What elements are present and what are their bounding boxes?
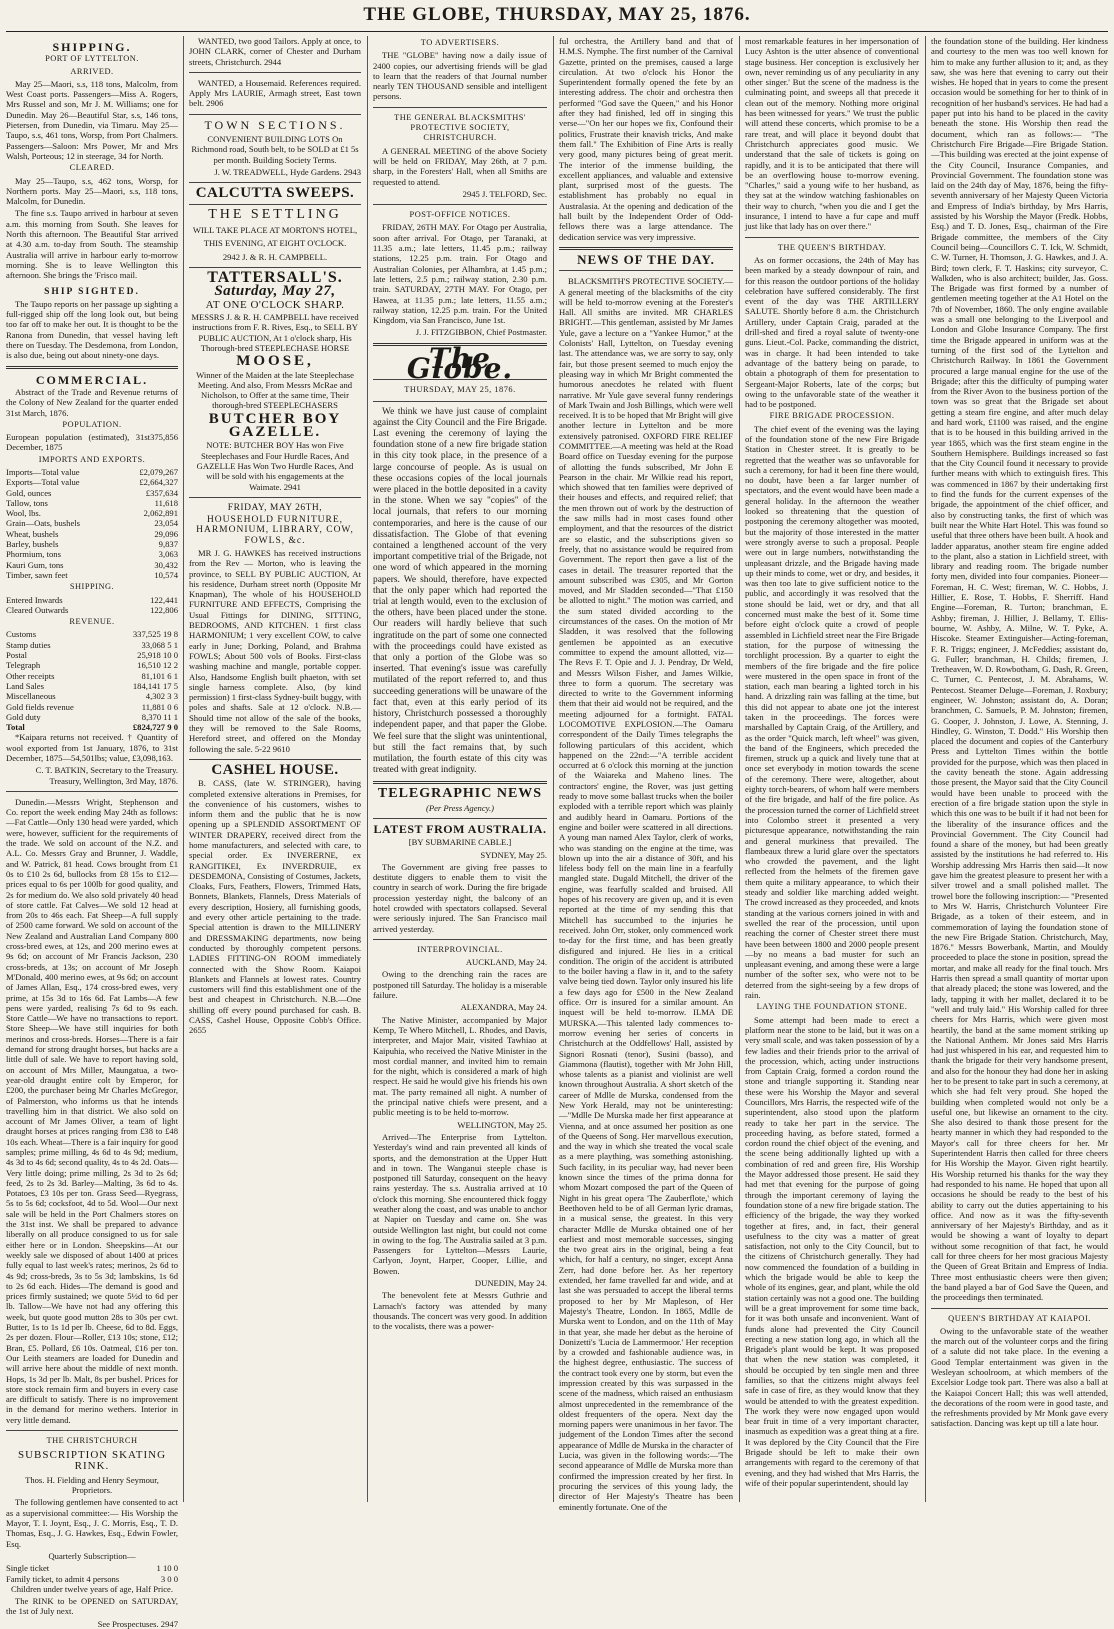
- row-label: Entered Inwards: [6, 594, 63, 605]
- trade-row: [6, 529, 178, 539]
- settling-text: WILL TAKE PLACE AT MORTON'S HOTEL, THIS EVENING, AT EIGHT O'CLOCK.: [192, 224, 358, 248]
- row-value: 9,837: [158, 539, 178, 550]
- subscription-row: [6, 1563, 178, 1573]
- row-value: 10,574: [154, 569, 178, 580]
- column-rule: [739, 36, 740, 1502]
- wanted-housemaid-ad: WANTED, a Housemaid. References required. Apply Mrs LAURIE, Armagh street, East town belt. 2906: [189, 77, 361, 109]
- divider: [373, 939, 547, 940]
- queens-birthday-heading: THE QUEEN'S BIRTHDAY.: [777, 242, 887, 252]
- sydney-dateline: SYDNEY, May 25.: [480, 849, 547, 860]
- town-sections-heading: TOWN SECTIONS.: [204, 117, 346, 132]
- row-label: Kauri Gum, tons: [6, 559, 64, 570]
- interprovincial-heading: INTERPROVINCIAL.: [417, 944, 503, 954]
- skating-subscription: Quarterly Subscription—: [48, 1550, 136, 1561]
- column-1: [6, 36, 178, 1629]
- town-sections-signature: J. W. TREADWELL, Hyde Gardens. 2943: [214, 166, 361, 177]
- household-heading: HOUSEHOLD FURNITURE, HARMONIUM, LIBRARY, COW, FOWLS, &c.: [196, 515, 354, 546]
- row-value: £357,634: [145, 487, 178, 498]
- wellington-text: Arrived—The Enterprise from Lyttelton. Yesterday's wind and rain prevented all kinds of sports, and the demonstration at the Upper Hutt and in town. The Wanganui steeple chase is postponed till Saturday, consequent on the heavy rains yesterday. The s.s. Australia arrived at 10 o'clock this morning. She encountered thick foggy weather along the coast, and was unable to anchor at Napier on Tuesday and came on. She was outside Wellington last night, but could not come in owing to the fog. The Australia sailed at 3 p.m. Passengers for Lyttelton—Messrs Laurie, Carlyon, Joynt, Harper, Cooper, Lillie, and Bowen.: [373, 1131, 547, 1276]
- campbell-auction-text: MESSRS J. & R. H. CAMPBELL have received instructions from F. R. Rives, Esq., to SELL BY PUBLIC AUCTION, At 1 o'clock sharp, His Thorough-bred STEEPLECHASE HORSE: [191, 312, 359, 353]
- dunedin-dateline: DUNEDIN, May 24.: [474, 1278, 547, 1289]
- trade-row: [6, 467, 178, 477]
- procession-heading: FIRE BRIGADE PROCESSION.: [769, 411, 895, 421]
- row-label: Gold, ounces: [6, 487, 52, 498]
- revenue-row: [6, 629, 178, 639]
- row-value: 16,510 12 2: [137, 660, 178, 671]
- divider: [559, 270, 733, 271]
- murska-continuation: most remarkable features in her impersonation of Lucy Ashton is the utter absence of conventional stage business. Her conception is exclusively her own, never reminding us of any peculiarity in any other singer.' But the scene of the madness is the culminating point, and sweeps all that precede it clean out of the memory. Nothing more original has been witnessed for years." We trust the public will attend these concerts, which promise to be a rare treat, and will place it beyond doubt that Christchurch appreciates good music. We understand that the sale of tickets is going on rapidly, and it is to be anticipated that there will be an overflowing house to-morrow evening. "Charles," said a young wife to her husband, as they sat at the window watching fashionables on their way to church, "when you die and I get the insurance, I intend to have a fur cape and muff just like that lady has on over there.": [745, 36, 919, 232]
- trade-row: [6, 570, 178, 580]
- dateline: THURSDAY, MAY 25, 1876.: [404, 385, 516, 395]
- divider: [745, 237, 919, 238]
- revenue-row: [6, 650, 178, 660]
- trade-row: [6, 488, 178, 498]
- divider: [189, 759, 361, 760]
- revenue-row: [6, 640, 178, 650]
- wellington-dateline: WELLINGTON, May 25.: [457, 1119, 547, 1130]
- tattersalls-heading: TATTERSALL'S.: [207, 269, 343, 287]
- divider: [6, 366, 178, 369]
- trade-row: [6, 508, 178, 518]
- queens-birthday-text: As on former occasions, the 24th of May has been marked by a steady downpour of rain, and for this reason the outdoor portions of the holiday celebration have suffered considerably. The first event of the day was THE ARTILLERY SALUTE. Shortly before 8 a.m. the Christchurch Artillery, under Captain Craig, paraded at the drill-shed and fired a royal salute of twenty-one guns. Lieut.-Col. Packe, commanding the district, was in charge. It had been intended to take advantage of the battery being on parade, to obtain a photograph of them for presentation to Sergeant-Major Roberts, late of the corps; but owing to the unfavorable state of the weather it had to be postponed.: [745, 254, 919, 410]
- news-of-the-day-text: BLACKSMITH'S PROTECTIVE SOCIETY.—A general meeting of the blacksmiths of the city will be held to-morrow evening at the Forester's Hall. All smiths are invited. MR CHARLES BRIGHT.—This gentleman, assisted by Mr James Yule, gave a lecture on a "Yankee Humor," at the Colonists' Hall, Lyttelton, on Tuesday evening last. The attendance was, we are sorry to say, only fair, but those present seemed to much enjoy the pleasing way in which Mr Bright commented the humorous anecdotes he related with fluent narrative. Mr Yule gave several funny renderings of Mark Twain and Josh Billings, which were well received. It is to be hoped that Mr Bright will give another lecture in Lyttelton and be more extensively patronised. OXFORD FIRE RELIEF COMMITTEE.—A meeting was held at the Road Board office on Tuesday evening for the purpose of allotting the funds subscribed, Mr John E Pearson in the chair. Mr Wilkie read his report, which showed that ten families were deprived of their houses and effects, and required relief; that the men thrown out of work by the destruction of the saw mills had in most cases found other employment, and that the resources of the district are so elastic, and the subscriptions given so freely, that no assistance would be required from Government. The report then gave a list of the cases in detail. The treasurer reported that the amount subscribed was £305, and Mr Gorton moved, and Mr Sladden seconded—"That £150 be allotted to night." The motion was carried, and the sum stated divided according to the circumstances of the cases. On the motion of Mr Sladden, it was resolved that the following gentlemen be appointed as an executive committee to expend the amount allotted, viz—The Revs F. T. Opie and J. J. Pendray, Dr Weld, and Messrs Wilson Fisher, and James Wilkie, three to form a quorum. The secretary was directed to write to the Government informing them that their aid would not be required, and the meeting adjourned for a fortnight. FATAL LOCOMOTIVE EXPLOSION.—The Oamaru correspondent of the Daily Times telegraphs the following particulars of this accident, which happened on the 22nd:—"A terrible accident occurred at 6 o'clock this morning at the junction of the Waiareka and Maheno lines. The contractors' engine, the Rover, was just getting ready to move some ballast trucks when the boiler exploded with a terrible report which was plainly and audibly heard in Oamaru. Portions of the engine and boiler were scattered in all directions. A young man named Alex Taylor, clerk of works, who was standing on the engine at the time, was blown up into the air a distance of 30ft, and his lifeless body fell on the main line in a fearfully mangled state. Dugald Mitchell, the driver of the engine, was fearfully scalded and bruised. All hopes of his recovery are given up, and it is even reported at the time of my sending this that Mitchell has succumbed to the injuries he received. John Orr, stoker, only commenced work to-day for the first time, and has been greatly disfigured and injured. He lies in a critical condition. The origin of the accident is attributed to the boiler having a flaw in it, and to the safety valve being tied down. Taylor only insured his life a few days ago for £500 in the New Zealand office. Orr is insured for a similar amount. An inquest will be held to-morrow. ILMA DE MURSKA.—This talented lady commences to-morrow evening her series of concerts in Christchurch at the Oddfellows' Hall, assisted by Signori Rosnati (tenor), Susini (basso), and Giammona (flautist), together with Mr John Hill, whose talents as a pianist and violinist are well known throughout Australia. A short sketch of the career of Mdlle de Murska, condensed from the New York Herald, may not be uninteresting:—"Mdlle De Murska made her first appearance at Vienna, and at once assumed her position as one of the Queens of Song. Her marvellous execution, and the way in which she treated the vocal scale as a mere plaything, was something astonishing. Such facility, in its peculiar way, had never been known since the times of the prima donna for whom Mozart composed the part of the Queen of Night in his great opera 'The Zauberflote,' which Beethoven held to be of all German lyric dramas, in a musical sense, the greatest. In this very character Mdlle de Murska obtained one of her earliest and most memorable successes, singing the two great airs in the original, being a feat which, for half a century, no singer, except Anna Zerr, had done before her. As her repertory extended, her fame travelled far and wide, and at last she was persuaded to accept the liberal terms proposed to her by Mr Mapleson, of Her Majesty's Theatre, London. In 1865, Mdlle de Murska went to London, and on the 11th of May in that year, she made her debut as the heroine of Donizetti's 'Lucia de Lammermoor.' Her reception by a crowded and fashionable audience was, in the highest degree, enthusiastic. The success of the contract took every one by storm, but even the impression created by this was surpassed in the scene of the madness, which raised an enthusiasm almost unprecedented in the remembrance of the oldest frequenters of the opera. Next day the morning papers were unanimous in her favor. The judgement of the London Times after the second appearance of Mdlle de Murska in the character of Lucia, was given in the following words:—'The second appearance of Mdlle de Murska more than confirmed the impression created by her first. In procuring the services of this young lady, the director of Her Majesty's Theatre has been eminently fortunate. One of the: [559, 276, 733, 1512]
- dunedin-text: The benevolent fete at Messrs Guthrie and Larnach's factory was attended by many thousands. The concert was very good. In addition to the vocalists, there was a power-: [373, 1290, 547, 1332]
- trade-row: [6, 477, 178, 487]
- auckland-text: Owing to the drenching rain the races are postponed till Saturday. The holiday is a miserable failure.: [373, 969, 547, 1001]
- globe-nameplate: The Globe.: [406, 341, 514, 386]
- row-label: Grain—Oats, bushels: [6, 518, 80, 529]
- row-value: 4,302 3 3: [145, 691, 178, 702]
- skating-text: The following gentlemen have consented to act as a supervisional committee:— His Worship the Mayor, T. I. Joynt, Esq., J. C. Morris, Esq., T. D. Thomas, Esq., J. G. Hawkes, Esq., Edwin Fowler, Esq.: [6, 1497, 178, 1549]
- trade-table: [6, 467, 178, 580]
- shipping-row: [6, 595, 178, 605]
- column-6: [931, 36, 1108, 1504]
- row-value: 11,881 0 6: [141, 701, 178, 712]
- divider: [6, 791, 178, 792]
- treasury-signature: C. T. BATKIN, Secretary to the Treasury. Treasury, Wellington, 3rd May, 1876.: [35, 765, 178, 786]
- procession-text: The chief event of the evening was the laying of the foundation stone of the new Fire Brigade Station in Chester street. It is greatly to be regretted that the weather was so unfavorable for such a ceremony, for had it been fine there would, no doubt, have been a far larger number of spectators, and the event would have been made a general holiday. In the afternoon the weather looked so threatening that the question of postponing the ceremony altogether was mooted, but the majority of those interested in the matter were strongly averse to such a proposal. People were out in large numbers, notwithstanding the unpleasant drizzle, and the Brigade having made up their minds to come, wet or dry, and besides, it was then too late to give sufficient notice to the public, and accordingly it was resolved that the stone should be laid, wet or dry, and that all concerned must make the best of it. Some time before eight o'clock quite a crowd of people assembled in Lichfield street near the Fire Brigade station, for the purpose of witnessing the torchlight procession. By a quarter to eight the members of the fire brigade and the fire police were mustered in the open space in front of the station, each man bearing a lighted torch in his hand. A drizzling rain was falling at the time, but this did not appear to abate one jot the interest taken in the proceedings. The forces were marshalled by Captain Craig, of the Artillery, and as the order "Quick march, left wheel" was given, the band of the Engineers, which preceded the firemen, struck up a quick and lively tune that at once set everybody in motion towards the scene of the ceremony. There were, altogether, about eighty torch-bearers, of whom half were members of the fire brigade, and half of the fire police. As the procession turned the corner of Lichfield street into Colombo street it presented a very picturesque appearance, notwithstanding the rain and general murkiness that prevailed. The flambeaux threw a lurid glare over the spectators who crowded the pavement, and the light reflected from the helmets of the firemen gave them quite a military appearance, to which their steady and soldier like marching added weight. The crowd increased as they proceeded, and knots standing at the various corners joined in with and swelled the rear of the procession, until upon reaching the corner of Chester street there must have been between 1800 and 2000 people present—by no means a bad muster for such an unpleasant evening, and among these were a large number of the softer sex, who were not to be deterred from the sight-seeing by a few drops of rain.: [745, 423, 919, 1001]
- row-label: Wheat, bushels: [6, 528, 59, 539]
- column-3: [373, 36, 547, 1504]
- skating-children: Children under twelve years of age, Half Price.: [10, 1583, 174, 1594]
- trade-row: [6, 498, 178, 508]
- row-label: Cleared Outwards: [6, 604, 69, 615]
- row-label: Phormium, tons: [6, 549, 61, 560]
- row-value: 11,618: [154, 497, 178, 508]
- row-label: Imports—Total value: [6, 466, 80, 477]
- note-text: NOTE: BUTCHER BOY Has won Five Steeplechases and Four Hurdle Races, And GAZELLE Has Won Two Hurdle Races, And will be sold with his engagements at the Waimate. 2941: [196, 440, 354, 492]
- row-value: 1 10 0: [156, 1563, 178, 1574]
- friday-heading: FRIDAY, MAY 26TH,: [227, 502, 323, 513]
- divider: [189, 267, 361, 268]
- divider: [189, 497, 361, 498]
- cashel-house-heading: CASHEL HOUSE.: [211, 761, 339, 778]
- shipping-label: SHIPPING.: [69, 582, 115, 592]
- wanted-tailors-ad: WANTED, two good Tailors. Apply at once, to JOHN CLARK, corner of Chester and Durham streets, Christchurch. 2944: [189, 36, 361, 67]
- row-label: Family ticket, to admit 4 persons: [6, 1573, 120, 1584]
- row-value: £2,664,327: [139, 477, 178, 488]
- row-value: 81,101 6 1: [141, 670, 178, 681]
- divider: [373, 781, 547, 784]
- ship-sighted-heading: SHIP SIGHTED.: [44, 286, 140, 297]
- laying-stone-heading: LAYING THE FOUNDATION STONE.: [756, 1002, 908, 1012]
- row-label: Miscellaneous: [6, 691, 56, 702]
- hawkes-auction-text: MR J. G. HAWKES has received instructions from the Rev — Morton, who is leaving the province, to SELL BY PUBLIC AUCTION, At his residence, Durham street north (Opposite Mr Knapman), The whole of his HOUSEHOLD FURNITURE AND EFFECTS, Comprising the Usual Fittings for DINING, SITTING, BEDROOMS, AND KITCHEN. 1 first class HARMONIUM; 1 very excellent COW, to calve early in June; Dorking, Poland, and Brahma FOWLS; About 500 vols of Books. First-class washing machine and mangle, portable copper. Also, Handsome English built phaeton, with set single harness complete. Also, (by kind permission) 1 first-class Sydney-built buggy, with poles and shafts. Sale at 12 o'clock. N.B.—Should time not allow of the sale of the books, they will be removed to the Sale Rooms, Hereford street, and offered on the Monday following the sale. 5-22 9610: [189, 547, 361, 754]
- row-value: 23,054: [154, 518, 178, 529]
- blacksmiths-signature: 2945 J. TELFORD, Sec.: [462, 188, 547, 199]
- trade-row: [6, 560, 178, 570]
- post-office-signature: J. J. FITZGIBBON, Chief Postmaster.: [415, 327, 547, 338]
- row-label: Wool, lbs.: [6, 508, 41, 519]
- arrived-text: May 25—Maori, s.s, 118 tons, Malcolm, from West Coast ports. Passengers—Miss A. Rogers, Mrs Russel and son, Mr J. M. Williams; one for Dunedin. May 26—Beautiful Star, s.s, 146 tons, Pietersen, from Dunedin, via Timaru. May 25—Taupo, s.s, 461 tons, Worsp, from Port Chalmers. Passengers—Saloon: Mrs Power, Mr and Mrs Walsh, Porteous; 12 in steerage, 34 for North.: [6, 78, 178, 161]
- skating-footer: See Prospectuses. 2947: [97, 1618, 178, 1629]
- row-label: Tallow, tons: [6, 497, 48, 508]
- ship-sighted-text: The Taupo reports on her passage up sighting a full-rigged ship off the long look out, but being too far off to make her out. It is thought to be the Ranona from Dunedin, that vessel having left there on Tuesday. The Desdemona, from London, is also due, being out about ninety-one days.: [6, 298, 178, 361]
- column-rule: [553, 36, 554, 1502]
- saturday-heading: Saturday, May 27,: [214, 283, 336, 300]
- revenue-row: [6, 702, 178, 712]
- calcutta-heading: CALCUTTA SWEEPS.: [195, 185, 355, 202]
- cleared-text: May 25—Taupo, s.s, 462 tons, Worsp, for Northern ports. May 25—Maori, s.s, 118 tons, Malcolm, for Dunedin.: [6, 175, 178, 207]
- row-value: 3,063: [158, 549, 178, 560]
- row-value: 122,806: [150, 604, 178, 615]
- divider: [189, 204, 361, 205]
- kaiapoi-text: Owing to the unfavorable state of the weather the march out of the volunteer corps and the firing of a salute did not take place. In the evening a Good Templar entertainment was given in the Wesleyan schoolroom, at which members of the Excelsior Lodge took part. There was also a ball at the Kaiapoi Concert Hall; this was well attended, the decorations of the room were in good taste, and the refreshments provided by Mr Monk gave every satisfaction. Dancing was kept up till a late hour.: [931, 1325, 1108, 1429]
- column-rule: [367, 36, 368, 1502]
- sydney-text: The Government are giving free passes to destitute diggers to enable them to visit the country in search of work. During the fire brigade procession yesterday night, the balcony of an hotel crowded with spectators collapsed. Several were seriously injured. The San Francisco mail arrived yesterday.: [373, 861, 547, 934]
- post-office-heading: POST-OFFICE NOTICES.: [409, 210, 511, 220]
- row-label: Timber, sawn feet: [6, 569, 68, 580]
- row-value: 337,525 19 8: [132, 629, 178, 640]
- row-label: Stamp duties: [6, 639, 51, 650]
- row-label: Gold fields revenue: [6, 701, 74, 712]
- shipping-table: [6, 595, 178, 616]
- row-value: 30,432: [154, 559, 178, 570]
- oclock-heading: AT ONE O'CLOCK SHARP.: [205, 298, 345, 311]
- trade-row: [6, 539, 178, 549]
- imports-label: IMPORTS AND EXPORTS.: [38, 454, 146, 464]
- skating-open: The RINK to be OPENED on SATURDAY, the 1st of July next.: [6, 1596, 178, 1617]
- fete-continuation: ful orchestra, the Artillery band and that of H.M.S. Nymphe. The first number of the Carnival Gazette, printed on the premises, caused a large circulation. At two o'clock his Honor the Superintendent formally opened the fete by an interesting address. The choir and orchestra then performed "God save the Queen," and his Honor after they had finished, led off in singing this verse—"On her our hopes we fix, Confound their politics, Frustrate their knavish tricks, And make them fall." The Exhibition of Fine Arts is really very good, many pictures being of great merit. The interior of the immense building, the excellent appliances, and valuable and extensive plant, surprised most of the guests. The establishment has probably no equal in Australasia. At the opening and dedication of the hall built by the Independent Order of Odd-fellows there was a large attendance. The dedication service was very impressive.: [559, 36, 733, 242]
- dunedin-market-report: Dunedin.—Messrs Wright, Stephenson and Co. report the week ending May 24th as follows:—Fat Cattle—Only 130 head were yarded, which were, however, sufficient for the requirements of the trade. We sold on account of the N.Z. and A.L. Co. Messrs Gray and Brunner, J. Waddle, and W. Patrick, 81 head. Cows brought from £1 0s to £10 2s 6d, bullocks from £8 15s to £12—prices equal to 6s per 100lb for good quality, and 2s for medium do. We also sold privately 40 head of store cattle. Fat Calves—We sold 12 head at from 20s to 46s each. Fat Sheep—A full supply of 2500 came forward. We sold on account of the New Zealand and Australian Land Company 800 cross-bred ewes, at 12s, and 200 merino ewes at 9s 6d; on account of Mr Francis Jackson, 230 cross-breds, at 13s; on account of Mr Joseph M'Donald, 400 merino ewes, at 9s 6d; on account of James Allan, Esq., 174 cross-bred ewes, very prime, at 15s 3d to 16s 6d. Fat Lambs—A few pens were yarded, realising 7s 6d to 9s each. Store Cattle—We have no transactions to report. Store Sheep—We have still inquiries for both merinos and cross-breds. Horses—There is a fair demand for strong draught horses, but hacks are a little dull of sale. We have to report having sold, on account of Mrs Miller, Maungatua, a two-year-old draught entire colt by Emperor, for £200, the purchaser being Mr Charles McGregor, of Palmerston, who informs us that he intends travelling him in that district. We also sold on account of Mr James Oliver, a team of light draught horses at prices ranging from £38 to £48 10s each. Wheat—There is a fair inquiry for good samples; prime milling, 4s 6d to 4s 9d; medium, 4s 3d to 4s 6d; second quality, 4s to 4s 2d. Oats—Very little doing; prime milling, 2s 3d to 2s 6d; feed, 2s to 2s 3d. Barley—Malting, 3s 6d to 4s. Potatoes, £3 10s per ton. Grass Seed—Ryegrass, 5s to 5s 6d; cocksfoot, 4d to 5d. Wool—Our next sale will be held in the Port Chalmers stores on the 31st inst. We shall be prepared to advance liberally on all produce consigned to us for sale either here or in London. Sheepskins—At our weekly sale we disposed of about 1400 at prices fully equal to last week's rates; merinos, 2s 6d to 4s 9d; cross-breds, 3s to 5s 3d; lambskins, 1s 6d to 2s 6d each. Hides—The demand is good and prices firmly sustained; we quote 5½d to 6d per lb. Tallow—We have not had any offering this week, but quote good mutton 28s to 30s per cwt. Butter, 1s to 1s 1d per lb. Cheese, 6d to 8d. Eggs, 2s per dozen. Flour—Roller, £13 10s; stone, £12; Bran, £5. Pollard, £6 10s. Oatmeal, £16 per ton. Our Leith steamers are loaded for Dunedin and will arrive here about the middle of next month. Hops, 1s 3d per lb. Malt, 8s per bushel. Prices for store stock remain firm and buyers in every case are difficult to satisfy. There is no improvement in the demand for merino wethers. Interior in very little demand.: [6, 796, 178, 1425]
- alexandra-text: The Native Minister, accompanied by Major Kemp, Te Whero Mitchell, L. Rhodes, and Davis, interpreter, and Major Mair, visited Tawhiao at Kaipuhia, who received the Native Minister in the most cordial manner, and invited him to remain for the night, which is considered a mark of high respect. He said he would give his friends his own mat. The party remained all night. A number of the principal native chiefs were present, and a public meeting is to be held to-morrow.: [373, 1014, 547, 1118]
- revenue-note: *Kaipara returns not received. † Quantity of wool exported from 1st January, 1876, to 31st December, 1875—54,501lbs; value, £3,098,163.: [6, 732, 178, 763]
- post-office-text: FRIDAY, 26TH MAY. For Otago per Australia, soon after arrival. For Otago, per Taranaki, at 11.35 a.m.; late letters, 11.45 p.m.; railway stations, 12.25 p.m. train. For Otago and Australian Colonies, per Alhambra, at 1.45 p.m.; late letters, 2.5 p.m.; railway station, 2.30 p.m. train. SATURDAY, 27TH MAY. For Otago, per Hawea, at 11.35 p.m.; late letters, 11.55 a.m.; railway station, 12.25 p.m. train. For the United Kingdom, via San Francisco, June 1st.: [373, 222, 547, 326]
- masthead-rule: [6, 31, 1108, 32]
- population-label: POPULATION.: [62, 419, 122, 429]
- row-label: Exports—Total value: [6, 477, 80, 488]
- skating-title: SUBSCRIPTION SKATING RINK.: [17, 1449, 167, 1472]
- trade-row: [6, 518, 178, 528]
- butcher-boy-heading: BUTCHER BOY: [208, 410, 342, 427]
- row-label: Barley, bushels: [6, 539, 59, 550]
- column-rule: [925, 36, 926, 1502]
- subscription-row: [6, 1574, 178, 1584]
- divider: [189, 182, 361, 183]
- column-2: [189, 36, 361, 1504]
- revenue-row: [6, 712, 178, 722]
- row-label: Postal: [6, 650, 28, 661]
- commercial-heading: COMMERCIAL.: [35, 372, 149, 387]
- row-value: 25,918 10 0: [137, 650, 178, 661]
- auckland-dateline: AUCKLAND, May 24.: [465, 957, 547, 968]
- divider: [6, 1430, 178, 1431]
- abstract-text: Abstract of the Trade and Revenue returns of the Colony of New Zealand for the quarter ended 31st March, 1876.: [6, 386, 178, 418]
- advertisers-heading: TO ADVERTISERS.: [420, 38, 500, 47]
- revenue-total-row: Total £824,727 9 0: [6, 722, 178, 733]
- revenue-table: [6, 629, 178, 722]
- ceremony-continuation: the foundation stone of the building. Her kindness and courtesy to the men was too well known for him to make any further allusion to it; and, as they saw, she was here that evening to carry out their wishes. He hoped that in years to come the present occasion would be something for her to think of in recognition of her husband's services. He had had a paper put into his hand to be placed in the cavity beneath the stone. His Worship then read the document, which ran as follows:— "The Christchurch Fire Brigade—Fire Brigade Station.—This building was erected at the joint expense of the City Council, Insurance Companies, and Provincial Government. The foundation stone was laid on the 24th day of May, 1876, being the fifty-seventh anniversary of her Majesty Queen Victoria and Empress of India's birthday, by Mrs Harris, assisted by his Worship the Mayor (Fredk. Hobbs, Esq.) and T. D. Jones, Esq., chairman of the Fire Brigade committee, the members of the City Council being—Councillors C. T. Ick, W. Schmidt, C. W. Turner, H. Thomson, J. G. Hawkes, and J. A. Bird; town clerk, F. T. Haskins; city surveyor, C. Walkden, who is also architect; builder, Jas. Goss. The Brigade was first formed by a number of gentlemen meeting together at the A1 Hotel on the 7th of November, 1860. The only engine available was a small one belonging to the Liverpool and London and Globe Insurance Company. The first time the Brigade appeared in uniform was at the turning of the first sod of the Lyttelton and Christchurch Railway. In 1861 the Government procured a large manual engine for the use of the Brigade; after this the difficulty of pumping water from the River Avon to the business portion of the town was so great that the Brigade set about getting a steam fire engine, and after much delay and hard work, £1100 was raised, and the engine that is to be housed in this building arrived in the year 1865, which was the first steam engine in the Southern Hemisphere. Buildings increased so fast that the City Council found it necessary to provide further means with which to extinguish fires. This was commenced in 1867 by their undertaking first to find the funds for the current expenses of the brigade, the appointment of the chief officer, and also by constructing tanks, the first of which was built near the White Hart Hotel. This was found so useful that three others have been built. A hook and ladder apparatus, another steam fire engine added to the plant, also a station in Lichfield street, with library and reading room. The brigade number forty men, divided into four companies. Pioneer—Foreman, H. C. West; fireman, W. C. Hobbs, J. Hillier, E. Rose, T. Hobbs, F. Sherriff. Hand Engine—Foreman, R. Turton; branchman, E. Ashby; fireman, J. Hillier, J. Bellamy, T. Ellis-bourne, W. Ashby, A. Milne, W. T. Pyke, A. Hiscoke. Steamer Extinguisher—Acting-foreman, F. R. Triggs; engineer, J. McFeddies; assistant do, G. Fuller; branchman, H. Childs; firemen, J. Tretheaven, W. D. Rowbotham, G. Dash, R. Green, C. Turner, C. Pentecost, J. M. Abrahams, W. Pentecost. Steamer Deluge—Foreman, J. Roxbury; engineer, W. Johnston; assistant do, A. Doran; branchmen, C. Samuels, P. M. Johnston; firemen, G. Cooper, J. Johnston, J. Lowe, A. Stenning, J. Hindley, G. Winston, T. Dodd." His Worship then placed the document and copies of the Canterbury Press and Lyttelton Times within the bottle provided for the purpose, which was then placed in the cavity beneath the stone. Again addressing those present, the Mayor said that the City Council would have been unable to proceed with the erection of a fire brigade station upon the style in which this one was to be built if it had not been for the liberality of the insurance offices and the Provincial Government. The City Council had found a share of the money, but had been greatly assisted by the institutions he had referred to. His Worship addressing Mrs Harris then said—It now gave him the greatest pleasure to present her with a silver trowel and a small polished mallet. The trowel bore the following inscription:— "Presented to Mrs W. Harris, Christchurch Volunteer Fire Brigade, as a token of their esteem, and in commemoration of laying the foundation stone of the new Fire Brigade Station. Christchurch, May, 1876." Messrs Bowerbank, Martin, and Mouldy proceeded to place the stone in position, spread the mortar, and make all ready for the final touch. Mrs Harris then spread a small quantity of mortar upon that already placed; the stone was lowered, and the lady, tapping it with her mallet, declared it to be "well and truly laid." His Worship called for three cheers for Mrs Harris, which were given most heartily, the band at the same moment striking up the National Anthem. Mr Jones said Mrs Harris had just whispered in his ear, and requested him to thank the brigade for their very handsome present, and also for the honour they had done her in asking her to be present to take part in such a ceremony, at which she had felt very proud. She hoped the building when completed would not only be a useful one, but likewise an ornament to the city. She also desired to thank those present for the hearty manner in which they had responded to the Mayor's call for three cheers for her. Mr Superintendent Harris then called for three cheers for His Worship the Mayor. Given right heartily. His Worship returned his thanks for the way they had responded to his name. He hoped that upon all occasions he should be ready to the best of his ability to carry out the duties appertaining to his office. And now as it was the fifty-seventh anniversary of her Majesty's Birthday, and as it would be showing a want of loyalty to depart without some recognition of that fact, he would call for three cheers for her most gracious Majesty the Queen of Great Britain and Empress of India. Three most enthusiastic cheers were then given; the band played a bar of God Save the Queen, and the proceedings then terminated.: [931, 36, 1108, 1303]
- revenue-row: [6, 660, 178, 670]
- laying-stone-text: Some attempt had been made to erect a platform near the stone to be laid, but it was on a very small scale, and was taken possession of by a few ladies and their friends prior to the arrival of the procession, which, acting under instructions from Captain Craig, formed a cordon round the stone and triangle supporting it. Standing near these were his Worship the Mayor and several Councillors, Mrs Harris, the respected wife of the superintendent, also stood upon the platform ready to take her part in the service. The proceeding having, as before stated, formed a cordon round the chief object of the evening, and the scene being additionally lighted up with a combination of red and green fire, His Worship the Mayor addressed those present. He said they had met that evening for the purpose of going through the important ceremony of laying the foundation stone of a new fire brigade station. The efficiency of the brigade, the way they worked together at fires, and, in fact, their general usefulness to the city was a matter of great satisfaction, not only to the City Council, but to the citizens of Christchurch generally. They had now commenced the foundation of a building in which the brigade would be able to keep the whole of its engines, gear, and plant, while the old station certainly was not a good one. The building will be a great improvement for some time back, for it was both unsafe and inconvenient. Want of funds alone had prevented the City Council erecting a new station long ago, in which all the Brigade's plant would be kept. It was proposed that when the new station was completed, it should be occupied by ten single men and three families, so that the citizens might always feel safe in case of fire, as they would know that they would be attended to with the greatest expedition. The work they were now engaged upon would bear fruit in time of a very important character, inasmuch as expedition was a great thing at a fire. It was deplored by the City Council that the Fire Brigade should be left to make their own arrangements with regard to the ceremony of that evening, and they had wished that Mrs Harris, the wife of their popular superintendent, should lay: [745, 1014, 919, 1488]
- divider: [559, 247, 733, 250]
- town-sections-text: CONVENIENT BUILDING LOTS On Richmond road, South belt, to be SOLD at £1 5s per month. Building Society Terms.: [191, 134, 359, 165]
- table-row: European population (estimated), 31st December, 1875 375,856: [6, 432, 178, 453]
- shipping-notes: The fine s.s. Taupo arrived in harbour at seven a.m. this morning from South. She leaves for North this afternoon. The Beautiful Star arrived at 4.30 a.m. to-day from South. The steamship Australia will arrive in harbour early to-morrow morning. She is to leave Wellington this afternoon. She brings the 'Frisco mail.: [6, 208, 178, 281]
- revenue-row: [6, 691, 178, 701]
- row-value: 184,141 17 5: [132, 680, 178, 691]
- skating-proprietors: Thos. H. Fielding and Henry Seymour, Proprietors.: [25, 1474, 159, 1496]
- revenue-row: [6, 681, 178, 691]
- gazelle-heading: GAZELLE.: [228, 424, 322, 441]
- row-value: 8,370 11 1: [141, 711, 178, 722]
- row-label: Land Sales: [6, 680, 44, 691]
- row-value: 122,441: [150, 594, 178, 605]
- divider: [189, 114, 361, 115]
- kaiapoi-heading: QUEEN'S BIRTHDAY AT KAIAPOI.: [948, 1313, 1091, 1323]
- port-heading: PORT OF LYTTELTON.: [45, 54, 139, 64]
- moose-text: Winner of the Maiden at the late Steeplechase Meeting. And also, From Messrs McRae and Nicholson, to Offer at the same time, Their thorough-bred STEEPLECHASERS: [196, 369, 354, 411]
- row-value: 3 0 0: [160, 1573, 178, 1584]
- telegraphic-heading: TELEGRAPHIC NEWS: [377, 786, 543, 802]
- latest-australia-heading: LATEST FROM AUSTRALIA.: [373, 821, 547, 836]
- row-label: Single ticket: [6, 1563, 50, 1574]
- row-value: 33,068 5 1: [141, 639, 178, 650]
- divider: [373, 107, 547, 108]
- column-5: [745, 36, 919, 1504]
- trade-row: [6, 549, 178, 559]
- advertisers-text: THE "GLOBE" having now a daily issue of 2400 copies, our advertising friends will be glad to learn that the readers of that Journal number nearly TEN THOUSAND sensible and intelligent persons.: [373, 50, 547, 102]
- press-agency: (Per Press Agency.): [425, 802, 494, 813]
- arrived-label: ARRIVED.: [70, 66, 114, 76]
- blacksmiths-heading: THE GENERAL BLACKSMITHS' PROTECTIVE SOCIETY, CHRISTCHURCH.: [394, 112, 526, 143]
- cleared-label: CLEARED.: [69, 163, 115, 173]
- masthead: THE GLOBE, THURSDAY, MAY 25, 1876.: [363, 4, 751, 25]
- leader-article: We think we have just cause of complaint against the City Council and the Fire Brigade. Last evening the ceremony of laying the foundation stone of a new fire brigade station in this city took place, in the presence of a large concourse of people. As is usual on these occasions copies of the local journals were placed in the bottle deposited in a cavity in the stone. When we say "copies" of the local journals, that refers to our morning contemporaries, and here is the cause of our dissatisfaction. The Globe of that evening contained a lengthened account of the very important competitive trial of the Brigade, not one word of which appeared in the morning papers. We should, therefore, have expected that the only paper which had reported the trial at length would, even to the exclusion of the others, have been placed under the stone. Our readers will hardly believe that such ingratitude on the part of some one connected with the proceedings could have existed as that only a portion of the Globe was so inserted. That evening's issue was carefully mutilated of the report referred to, and thus succeeding generations will be unaware of the fact that, even at this early period of its history, Christchurch possessed a thoroughly independent paper, and that paper the Globe. We feel sure that the slight was unintentional, but still the fact remains that, by such mutilation, the fourth estate of this city was treated with great indignity.: [373, 406, 547, 776]
- row-label: Other receipts: [6, 670, 55, 681]
- moose-heading: MOOSE,: [236, 353, 314, 370]
- row-label: Telegraph: [6, 660, 41, 671]
- skating-table: [6, 1563, 178, 1584]
- divider: [373, 401, 547, 402]
- row-label: Customs: [6, 629, 37, 640]
- row-value: £2,079,267: [139, 466, 178, 477]
- blacksmiths-text: A GENERAL MEETING of the above Society will be held on FRIDAY, May 26th, at 7 p.m. sharp, in the Foresters' Hall, when all Smiths are requested to attend.: [373, 145, 547, 187]
- news-of-the-day-heading: NEWS OF THE DAY.: [577, 251, 715, 267]
- shipping-heading: SHIPPING.: [52, 40, 132, 54]
- submarine-cable: [BY SUBMARINE CABLE.]: [408, 837, 512, 848]
- row-value: 2,062,891: [143, 508, 178, 519]
- revenue-label: REVENUE.: [69, 617, 115, 627]
- divider: [373, 204, 547, 205]
- divider: [931, 1308, 1108, 1309]
- cashel-house-text: B. CASS, (late W. STRINGER), having completed extensive alterations in Premises, for the convenience of his customers, wishes to inform them and the public that he is now opening up a SPLENDID ASSORTMENT OF WINTER DRAPERY, received direct from the home manufacturers, and selected with care, to special order. Ex INVERERNE, ex RANGITIKEI, Ex INVERDRUIE, ex DESDEMONA, Consisting of Costumes, Jackets, Cloaks, Furs, Feathers, Flowers, Trimmed Hats, Bonnets, Blankets, Flannels, Dress Materials of every description, Hosiery, all furnishing goods, and every other article pertaining to the trade. Special attention is drawn to the MILLINERY and DRESSMAKING departments, now being conducted by thoroughly competent persons. LADIES FITTING-ON ROOM immediately connected with the Show Room. Kaiapoi Blankets and Flannels at lowest rates. Country customers will find this establishment one of the best and cheapest in Christchurch. N.B.—One shilling off every pound purchased for cash. B. CASS, Cashel House, Opposite Cobb's Office. 2655: [189, 778, 361, 1036]
- divider: [373, 818, 547, 819]
- divider: [189, 72, 361, 73]
- row-value: 29,096: [154, 528, 178, 539]
- column-4: [559, 36, 733, 1512]
- revenue-row: [6, 671, 178, 681]
- settling-heading: THE SETTLING: [208, 206, 342, 222]
- settling-signature: 2942 J. & R. H. CAMPBELL.: [222, 251, 328, 262]
- column-rule: [183, 36, 184, 1502]
- shipping-row: [6, 605, 178, 615]
- row-label: Gold duty: [6, 711, 41, 722]
- skating-heading: THE CHRISTCHURCH: [46, 1436, 138, 1445]
- alexandra-dateline: ALEXANDRA, May 24.: [460, 1002, 547, 1013]
